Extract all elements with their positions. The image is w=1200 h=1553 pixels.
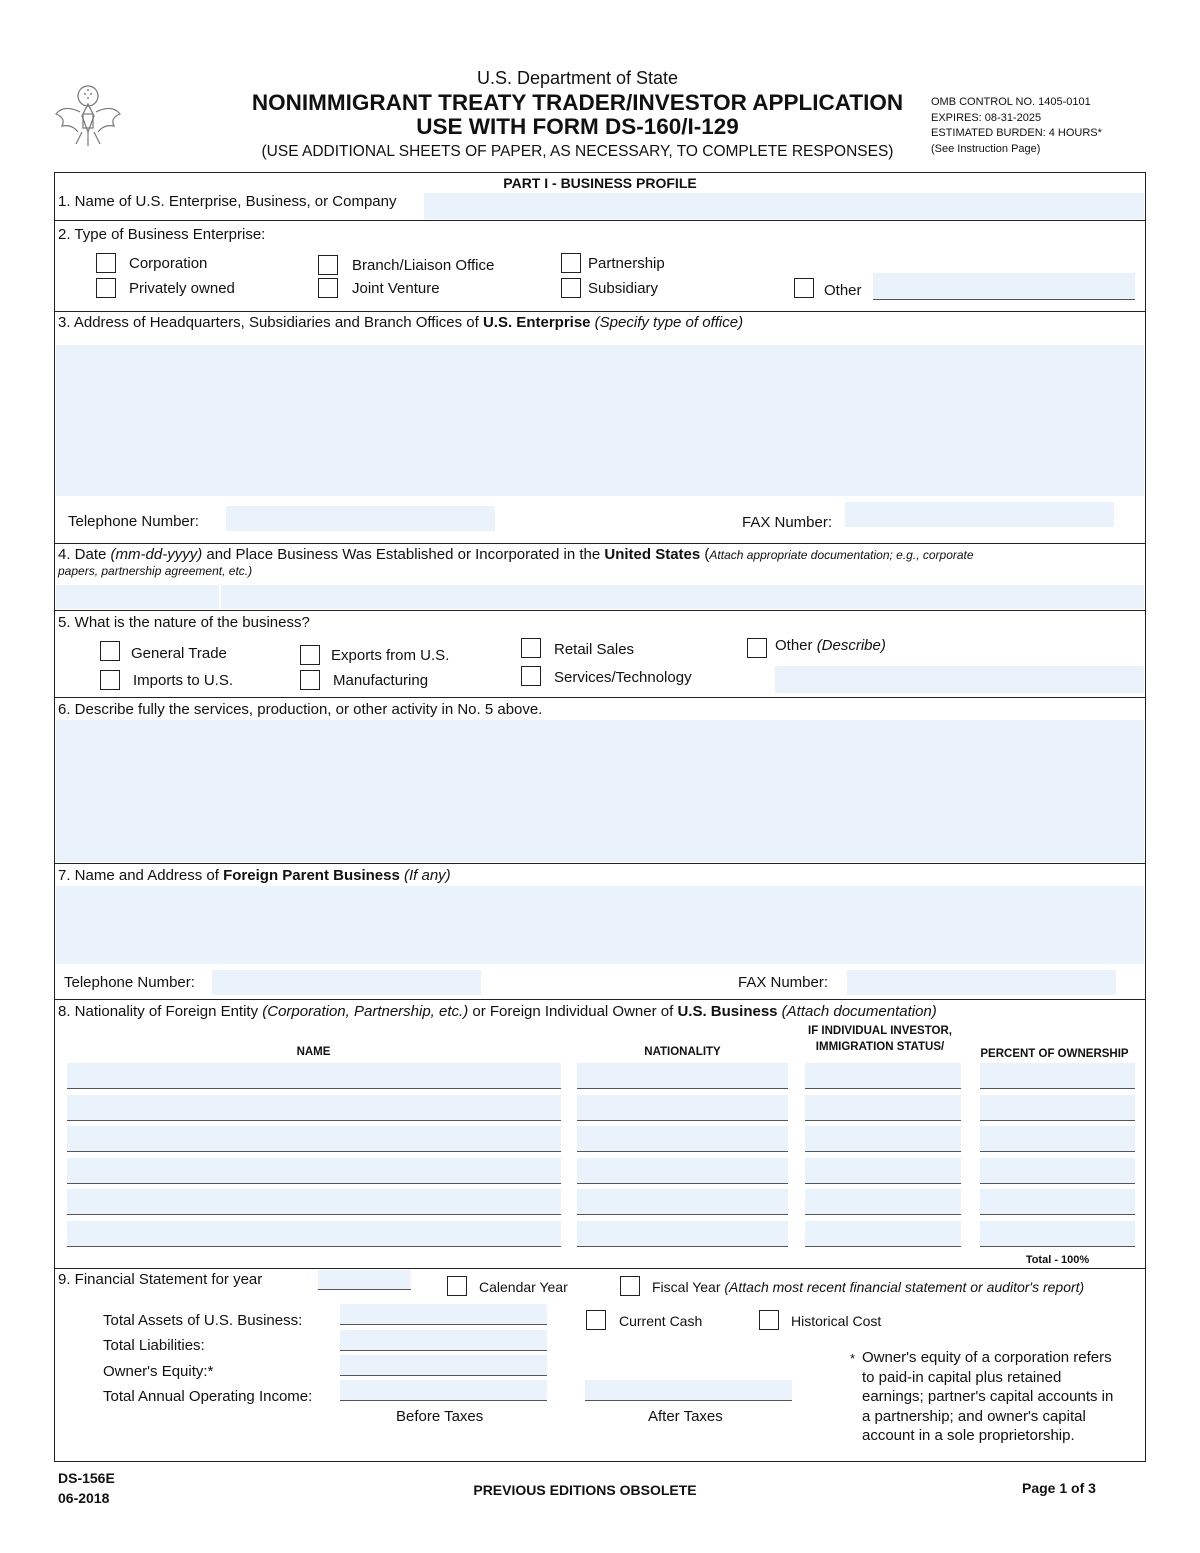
label-joint-venture: Joint Venture xyxy=(352,280,440,297)
q3-label-bold: U.S. Enterprise xyxy=(482,314,591,331)
divider xyxy=(55,863,1145,864)
footer-page-number: Page 1 of 3 xyxy=(1022,1480,1096,1496)
q7-fax-label: FAX Number: xyxy=(738,974,829,991)
owner-name-input[interactable] xyxy=(67,1158,561,1184)
q8-label-italic2: (Attach documentation) xyxy=(777,1003,937,1020)
label-calendar-year: Calendar Year xyxy=(479,1279,568,1295)
equity-note-line: earnings; partner's capital accounts in xyxy=(862,1388,1114,1405)
q7-fax-input[interactable] xyxy=(847,970,1116,995)
owner-nationality-input[interactable] xyxy=(577,1063,788,1089)
label-other-nature-text: Other xyxy=(775,637,813,654)
label-general-trade: General Trade xyxy=(131,645,227,662)
owner-name-input[interactable] xyxy=(67,1095,561,1121)
checkbox-current-cash[interactable] xyxy=(586,1310,606,1330)
q3-label-italic: (Specify type of office) xyxy=(590,314,744,331)
divider xyxy=(55,1268,1145,1269)
checkbox-joint-venture[interactable] xyxy=(318,278,338,298)
owner-percent-input[interactable] xyxy=(980,1158,1135,1184)
omb-block xyxy=(931,95,1102,157)
label-before-taxes: Before Taxes xyxy=(396,1408,484,1425)
q3-telephone-label: Telephone Number: xyxy=(68,513,199,530)
label-privately-owned: Privately owned xyxy=(129,280,235,297)
checkbox-exports-from-us[interactable] xyxy=(300,645,320,665)
checkbox-other-enterprise[interactable] xyxy=(794,278,814,298)
checkbox-general-trade[interactable] xyxy=(100,641,120,661)
q7-telephone-input[interactable] xyxy=(212,970,481,995)
q8-label xyxy=(58,1003,937,1020)
label-partnership: Partnership xyxy=(588,255,665,272)
label-services-technology: Services/Technology xyxy=(554,669,692,686)
ownership-total: Total - 100% xyxy=(1025,1254,1090,1266)
checkbox-fiscal-year[interactable] xyxy=(620,1276,640,1296)
other-enterprise-input[interactable] xyxy=(873,273,1135,300)
checkbox-privately-owned[interactable] xyxy=(96,278,116,298)
owner-percent-input[interactable] xyxy=(980,1126,1135,1152)
equity-note-line: a partnership; and owner's capital xyxy=(862,1407,1086,1425)
equity-note-star: * xyxy=(850,1351,856,1366)
owner-name-input[interactable] xyxy=(67,1221,561,1247)
q4-label-note: Attach appropriate documentation; e.g., corporate xyxy=(709,548,974,562)
label-other-enterprise: Other xyxy=(824,282,862,299)
q6-label: 6. Describe fully the services, production, or other activity in No. 5 above. xyxy=(58,701,543,718)
owner-status-input[interactable] xyxy=(805,1126,961,1152)
q8-label-bold: U.S. Business xyxy=(677,1003,778,1020)
q7-label-text: 7. Name and Address of xyxy=(58,867,224,884)
label-after-taxes: After Taxes xyxy=(648,1408,723,1425)
checkbox-calendar-year[interactable] xyxy=(447,1276,467,1296)
owner-nationality-input[interactable] xyxy=(577,1158,788,1184)
divider xyxy=(55,999,1145,1000)
omb-instruction: (See Instruction Page) xyxy=(931,142,1041,155)
owner-percent-input[interactable] xyxy=(980,1095,1135,1121)
label-total-assets: Total Assets of U.S. Business: xyxy=(103,1312,303,1329)
label-corporation: Corporation xyxy=(129,255,208,272)
omb-burden: ESTIMATED BURDEN: 4 HOURS* xyxy=(931,127,1102,139)
q4-label-paren: ( xyxy=(700,546,710,563)
label-subsidiary: Subsidiary xyxy=(588,280,659,297)
owner-status-input[interactable] xyxy=(805,1158,961,1184)
great-seal-icon xyxy=(52,74,124,148)
footer-form-date: 06-2018 xyxy=(58,1490,110,1506)
q8-label-text: 8. Nationality of Foreign Entity xyxy=(58,1003,263,1020)
q4-label-mid: and Place Business Was Established or Incorporated in the xyxy=(202,546,605,563)
label-current-cash: Current Cash xyxy=(619,1313,703,1329)
label-other-describe: (Describe) xyxy=(816,637,886,654)
col-header-nationality: NATIONALITY xyxy=(644,1046,721,1058)
label-historical-cost: Historical Cost xyxy=(791,1313,882,1329)
q8-label-mid: or Foreign Individual Owner of xyxy=(468,1003,678,1020)
q5-label: 5. What is the nature of the business? xyxy=(58,614,310,631)
headquarters-address-textarea[interactable] xyxy=(56,345,1144,496)
col-header-percent: PERCENT OF OWNERSHIP xyxy=(980,1048,1129,1060)
q4-note-line2-text: papers, partnership agreement, etc.) xyxy=(58,564,253,578)
owner-nationality-input[interactable] xyxy=(577,1221,788,1247)
q7-label-bold: Foreign Parent Business xyxy=(223,867,400,884)
q4-label-text: 4. Date xyxy=(58,546,111,563)
q4-label-bold: United States xyxy=(604,546,701,563)
label-fiscal-year-text: Fiscal Year xyxy=(652,1279,721,1295)
checkbox-manufacturing[interactable] xyxy=(300,670,320,690)
label-branch-liaison-office: Branch/Liaison Office xyxy=(352,257,495,274)
owner-nationality-input[interactable] xyxy=(577,1126,788,1152)
omb-expires: EXPIRES: 08-31-2025 xyxy=(931,111,1042,124)
label-owners-equity: Owner's Equity:* xyxy=(103,1363,214,1380)
col-header-status-line1: IF INDIVIDUAL INVESTOR, xyxy=(808,1025,952,1037)
q1-label: 1. Name of U.S. Enterprise, Business, or Company xyxy=(58,193,397,210)
label-fiscal-note: (Attach most recent financial statement or auditor's report) xyxy=(720,1279,1085,1295)
q4-label-date-format: (mm-dd-yyyy) xyxy=(110,546,203,563)
divider xyxy=(55,610,1145,611)
equity-note xyxy=(862,1348,1113,1446)
label-manufacturing: Manufacturing xyxy=(333,672,429,689)
q9-label: 9. Financial Statement for year xyxy=(58,1271,263,1288)
checkbox-corporation[interactable] xyxy=(96,253,116,273)
owner-status-input[interactable] xyxy=(805,1063,961,1089)
business-name-input[interactable] xyxy=(424,193,1144,219)
q7-telephone-label: Telephone Number: xyxy=(64,974,195,991)
col-header-name: NAME xyxy=(296,1046,331,1058)
equity-note-line: account in a sole proprietorship. xyxy=(862,1427,1075,1444)
checkbox-branch-liaison-office[interactable] xyxy=(318,255,338,275)
form-subtitle-use-with: USE WITH FORM DS-160/I-129 xyxy=(416,114,739,139)
label-operating-income: Total Annual Operating Income: xyxy=(103,1388,313,1405)
divider xyxy=(55,543,1145,544)
q3-fax-input[interactable] xyxy=(845,502,1114,527)
footer-obsolete: PREVIOUS EDITIONS OBSOLETE xyxy=(473,1482,697,1498)
checkbox-other-nature[interactable] xyxy=(747,638,767,658)
owner-status-input[interactable] xyxy=(805,1221,961,1247)
form-instruction-line: (USE ADDITIONAL SHEETS OF PAPER, AS NECESSARY, TO COMPLETE RESPONSES) xyxy=(261,143,894,160)
q3-label xyxy=(58,314,743,331)
q3-telephone-input[interactable] xyxy=(226,506,495,531)
q4-label-note-line2 xyxy=(58,564,252,578)
part1-title: PART I - BUSINESS PROFILE xyxy=(503,175,697,191)
label-retail-sales: Retail Sales xyxy=(554,641,635,658)
total-liabilities-input[interactable] xyxy=(340,1330,547,1351)
checkbox-partnership[interactable] xyxy=(561,253,581,273)
checkbox-services-technology[interactable] xyxy=(521,666,541,686)
divider xyxy=(55,697,1145,698)
q2-label: 2. Type of Business Enterprise: xyxy=(58,226,266,243)
q8-label-italic1: (Corporation, Partnership, etc.) xyxy=(262,1003,469,1020)
q4-label xyxy=(58,546,974,563)
q3-label-text: 3. Address of Headquarters, Subsidiaries and Branch Offices of xyxy=(58,314,483,331)
total-assets-input[interactable] xyxy=(340,1304,547,1325)
label-total-liabilities: Total Liabilities: xyxy=(103,1337,205,1354)
divider xyxy=(55,311,1145,312)
date-established-input[interactable] xyxy=(56,585,219,609)
divider xyxy=(55,220,1145,221)
owner-percent-input[interactable] xyxy=(980,1221,1135,1247)
income-before-taxes-input[interactable] xyxy=(340,1380,547,1401)
col-header-status-line2: IMMIGRATION STATUS/ xyxy=(815,1041,945,1053)
income-after-taxes-input[interactable] xyxy=(585,1380,792,1401)
label-imports-to-us: Imports to U.S. xyxy=(133,672,234,689)
owner-status-input[interactable] xyxy=(805,1095,961,1121)
foreign-parent-textarea[interactable] xyxy=(56,886,1144,964)
owner-percent-input[interactable] xyxy=(980,1189,1135,1215)
label-exports-from-us: Exports from U.S. xyxy=(331,647,450,664)
checkbox-subsidiary[interactable] xyxy=(561,278,581,298)
label-other-nature xyxy=(775,637,886,654)
q7-label-italic: (If any) xyxy=(399,867,451,884)
owner-nationality-input[interactable] xyxy=(577,1095,788,1121)
owner-percent-input[interactable] xyxy=(980,1063,1135,1089)
label-fiscal-year xyxy=(652,1279,1084,1295)
owners-equity-input[interactable] xyxy=(340,1355,547,1376)
other-nature-input[interactable] xyxy=(775,666,1144,693)
q7-label xyxy=(58,867,451,884)
equity-note-line: to paid-in capital plus retained xyxy=(862,1368,1062,1386)
owner-name-input[interactable] xyxy=(67,1063,561,1089)
equity-note-line: Owner's equity of a corporation refers xyxy=(862,1349,1112,1366)
owner-name-input[interactable] xyxy=(67,1126,561,1152)
form-title: NONIMMIGRANT TREATY TRADER/INVESTOR APPLICATION xyxy=(251,90,904,115)
checkbox-imports-to-us[interactable] xyxy=(100,670,120,690)
footer-form-number: DS-156E xyxy=(58,1470,115,1486)
activity-description-textarea[interactable] xyxy=(56,720,1144,862)
q3-fax-label: FAX Number: xyxy=(742,514,833,531)
department-name: U.S. Department of State xyxy=(476,68,679,88)
owner-nationality-input[interactable] xyxy=(577,1189,788,1215)
owner-status-input[interactable] xyxy=(805,1189,961,1215)
owner-name-input[interactable] xyxy=(67,1189,561,1215)
checkbox-retail-sales[interactable] xyxy=(521,638,541,658)
financial-year-input[interactable] xyxy=(318,1270,411,1290)
place-established-input[interactable] xyxy=(221,585,1144,609)
checkbox-historical-cost[interactable] xyxy=(759,1310,779,1330)
omb-control: OMB CONTROL NO. 1405-0101 xyxy=(931,96,1091,108)
